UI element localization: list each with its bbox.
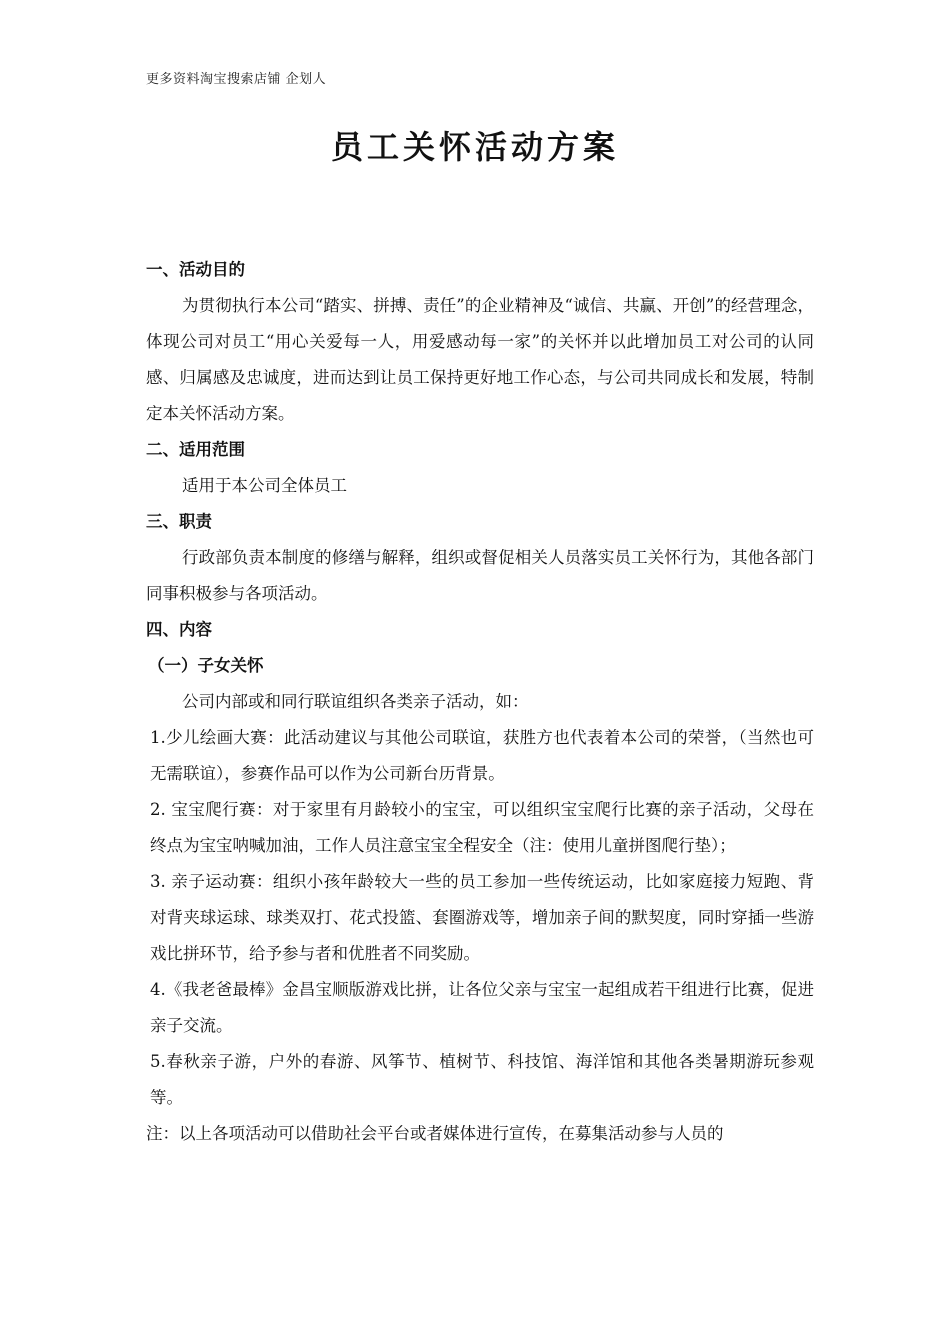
document-title: 员工关怀活动方案: [330, 128, 619, 166]
subsection-1-heading: （一）子女关怀: [148, 656, 264, 675]
list-item: 2. 宝宝爬行赛：对于家里有月龄较小的宝宝，可以组织宝宝爬行比赛的亲子活动，父母在终点为宝宝呐喊加油，工作人员注意宝宝全程安全（注：使用儿童拼图爬行垫）；: [150, 800, 814, 855]
document-body: [146, 252, 814, 1152]
section-3-heading: 三、职责: [146, 512, 212, 531]
section-1-body: 为贯彻执行本公司“踏实、拼搏、责任”的企业精神及“诚信、共赢、开创”的经营理念，体现公司对员工“用心关爱每一人，用爱感动每一家”的关怀并以此增加员工对公司的认同感、归属感及忠诚度，进而达到让员工保持更好地工作心态，与公司共同成长和发展，特制定本关怀活动方案。: [146, 296, 814, 423]
subsection-1-intro: 公司内部或和同行联谊组织各类亲子活动，如：: [182, 692, 529, 711]
list-item: 1.少儿绘画大赛：此活动建议与其他公司联谊，获胜方也代表着本公司的荣誉，（当然也可无需联谊），参赛作品可以作为公司新台历背景。: [150, 728, 814, 783]
section-2-heading: 二、适用范围: [146, 440, 245, 459]
list-item: 5.春秋亲子游，户外的春游、风筝节、植树节、科技馆、海洋馆和其他各类暑期游玩参观等。: [150, 1052, 814, 1107]
section-3-body: 行政部负责本制度的修缮与解释，组织或督促相关人员落实员工关怀行为，其他各部门同事积极参与各项活动。: [146, 548, 814, 603]
list-item: 3. 亲子运动赛：组织小孩年龄较大一些的员工参加一些传统运动，比如家庭接力短跑、背对背夹球运球、球类双打、花式投篮、套圈游戏等，增加亲子间的默契度，同时穿插一些游戏比拼环节，给予参与者和优胜者不同奖励。: [150, 872, 814, 963]
section-2-body: 适用于本公司全体员工: [182, 476, 347, 495]
section-4-heading: 四、内容: [146, 620, 212, 639]
section-1-heading: 一、活动目的: [146, 260, 245, 279]
page-header: 更多资料淘宝搜索店铺 企划人: [146, 72, 327, 87]
list-item: 4.《我老爸最棒》金昌宝顺版游戏比拼，让各位父亲与宝宝一起组成若干组进行比赛，促进亲子交流。: [150, 980, 814, 1035]
note-text: 注：以上各项活动可以借助社会平台或者媒体进行宣传，在募集活动参与人员的: [146, 1124, 724, 1143]
